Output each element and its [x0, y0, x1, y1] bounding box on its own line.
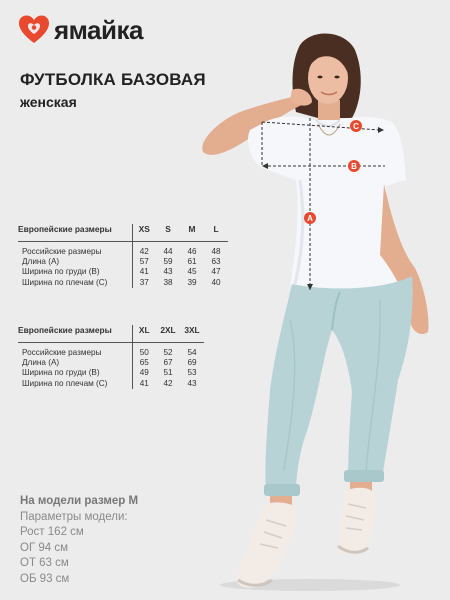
model-param-chest: ОГ 94 см: [20, 541, 69, 554]
table-header-row: [18, 325, 204, 343]
cell-value: 61: [187, 257, 197, 267]
size-header: XS: [132, 224, 156, 242]
model-size-heading: На модели размер M: [20, 495, 139, 507]
row-label: Российские размеры: [22, 348, 102, 357]
model-param-hips: ОБ 93 см: [20, 572, 70, 585]
brand-logo[interactable]: [18, 14, 143, 46]
model-photo: [195, 28, 450, 600]
cell-value: 46: [187, 247, 197, 256]
cell-value: 41: [132, 267, 156, 277]
table-row: [18, 368, 204, 378]
model-params-label: Параметры модели:: [20, 510, 128, 523]
cell-value: 53: [187, 368, 197, 378]
cell-value: 65: [132, 358, 156, 368]
cell-value: 37: [132, 278, 156, 288]
cell-value: 38: [163, 277, 173, 287]
cell-value: 48: [211, 247, 221, 256]
row-label: Ширина по плечам (С): [22, 277, 108, 287]
cell-value: 42: [163, 378, 173, 388]
row-label: Ширина по груди (В): [22, 267, 100, 277]
cell-value: 41: [132, 379, 156, 389]
page-title: ФУТБОЛКА БАЗОВАЯ: [20, 70, 206, 89]
cell-value: 47: [211, 267, 221, 277]
size-header: L: [213, 224, 219, 234]
cell-value: 69: [187, 358, 197, 368]
size-header: S: [165, 224, 171, 234]
heart-logo-icon: [18, 14, 50, 46]
size-table-2: [18, 325, 204, 389]
cell-value: 67: [163, 358, 173, 368]
size-header: XL: [132, 325, 156, 343]
table-header-label: Европейские размеры: [18, 224, 112, 234]
row-label: Ширина по груди (В): [22, 368, 100, 378]
size-header: 2XL: [160, 325, 176, 335]
marker-b: [348, 160, 360, 172]
cell-value: 50: [132, 343, 156, 359]
cell-value: 59: [163, 257, 173, 267]
table-row: [18, 379, 204, 389]
model-param-waist: ОТ 63 см: [20, 557, 69, 569]
cell-value: 44: [163, 247, 173, 256]
cell-value: 49: [132, 368, 156, 378]
cell-value: 57: [132, 257, 156, 267]
row-label: Ширина по плечам (С): [22, 378, 108, 388]
cell-value: 40: [211, 277, 221, 287]
cell-value: 51: [163, 368, 173, 378]
cell-value: 52: [163, 348, 173, 357]
model-param-height: Рост 162 см: [20, 526, 84, 538]
size-header: M: [188, 224, 196, 234]
row-label: Длина (А): [22, 358, 60, 368]
cell-value: 43: [163, 267, 173, 277]
cell-value: 42: [132, 242, 156, 258]
marker-c: [350, 120, 362, 132]
cell-value: 45: [187, 267, 197, 277]
page-subtitle: женская: [20, 94, 77, 110]
marker-c-label: C: [353, 122, 359, 131]
size-header: 3XL: [184, 325, 200, 335]
marker-a: [304, 212, 316, 224]
cell-value: 43: [187, 378, 197, 388]
marker-a-label: A: [307, 214, 313, 223]
cell-value: 39: [187, 277, 197, 287]
table-row: [18, 358, 204, 368]
cell-value: 54: [187, 348, 197, 357]
brand-name: ямайка: [54, 14, 143, 45]
cell-value: 63: [211, 257, 221, 267]
row-label: Длина (А): [22, 257, 60, 267]
model-info: [20, 494, 138, 587]
row-label: Российские размеры: [22, 247, 102, 256]
marker-b-label: B: [351, 162, 357, 171]
table-header-label: Европейские размеры: [18, 325, 112, 335]
table-row: [18, 343, 204, 359]
